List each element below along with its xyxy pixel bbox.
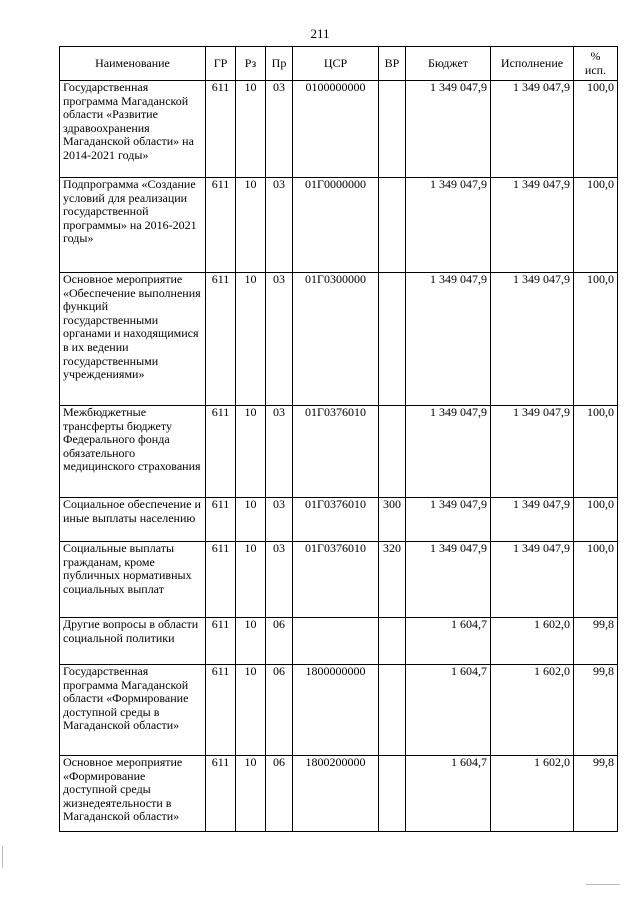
table-row [60,542,618,618]
row-rz: 10 [236,618,266,665]
header-vr: ВР [379,47,406,81]
row-pr: 06 [266,618,293,665]
header-rz: Рз [236,47,266,81]
row-pr: 03 [266,273,293,406]
row-budget: 1 349 047,9 [406,81,491,178]
row-vr [379,178,406,273]
row-name: Основное мероприятие «Обеспечение выполнения функций государственными органами и находящимися в их ведении государственными учреждениями» [60,273,206,406]
row-pct: 100,0 [574,81,618,178]
row-pr: 03 [266,178,293,273]
row-rz: 10 [236,81,266,178]
header-budget: Бюджет [406,47,491,81]
row-execution: 1 349 047,9 [491,81,574,178]
row-gr: 611 [206,178,236,273]
header-pr: Пр [266,47,293,81]
row-budget: 1 349 047,9 [406,406,491,498]
row-csr: 1800200000 [293,756,379,832]
header-execution: Исполнение [491,47,574,81]
row-rz: 10 [236,273,266,406]
row-name: Государственная программа Магаданской области «Развитие здравоохранения Магаданской области» на 2014-2021 годы» [60,81,206,178]
row-pct: 99,8 [574,665,618,756]
row-budget: 1 349 047,9 [406,178,491,273]
row-vr [379,665,406,756]
row-rz: 10 [236,756,266,832]
row-pr: 06 [266,756,293,832]
row-rz: 10 [236,665,266,756]
header-gr: ГР [206,47,236,81]
row-rz: 10 [236,178,266,273]
row-gr: 611 [206,542,236,618]
row-pr: 03 [266,542,293,618]
row-execution: 1 349 047,9 [491,542,574,618]
row-csr: 01Г0300000 [293,273,379,406]
table-row [60,406,618,498]
row-execution: 1 602,0 [491,665,574,756]
row-name: Социальное обеспечение и иные выплаты населению [60,498,206,542]
row-csr: 01Г0376010 [293,542,379,618]
row-name: Подпрограмма «Создание условий для реализации государственной программы» на 2016-2021 годы» [60,178,206,273]
row-budget: 1 349 047,9 [406,498,491,542]
row-name: Другие вопросы в области социальной политики [60,618,206,665]
row-gr: 611 [206,273,236,406]
row-pr: 03 [266,498,293,542]
row-pr: 06 [266,665,293,756]
scan-bottom-line [586,884,620,885]
row-gr: 611 [206,756,236,832]
row-gr: 611 [206,665,236,756]
row-vr [379,273,406,406]
row-pct: 99,8 [574,618,618,665]
row-pct: 100,0 [574,178,618,273]
table-row [60,618,618,665]
row-name: Основное мероприятие «Формирование доступной среды жизнедеятельности в Магаданской области» [60,756,206,832]
table-header-row [60,47,618,81]
row-execution: 1 349 047,9 [491,498,574,542]
row-csr: 01Г0000000 [293,178,379,273]
row-rz: 10 [236,406,266,498]
row-name: Социальные выплаты гражданам, кроме публичных нормативных социальных выплат [60,542,206,618]
row-csr: 01Г0376010 [293,406,379,498]
row-csr: 01Г0376010 [293,498,379,542]
row-pct: 100,0 [574,542,618,618]
row-pct: 100,0 [574,498,618,542]
table-row [60,178,618,273]
row-vr [379,406,406,498]
row-execution: 1 349 047,9 [491,178,574,273]
row-name: Межбюджетные трансферты бюджету Федерального фонда обязательного медицинского страхования [60,406,206,498]
scan-margin-mark [2,846,3,868]
row-name: Государственная программа Магаданской области «Формирование доступной среды в Магаданской области» [60,665,206,756]
header-csr: ЦСР [293,47,379,81]
table-row [60,273,618,406]
row-vr: 300 [379,498,406,542]
header-pct: % исп. [574,47,618,81]
row-rz: 10 [236,498,266,542]
row-budget: 1 604,7 [406,665,491,756]
table-row [60,81,618,178]
row-vr: 320 [379,542,406,618]
row-csr [293,618,379,665]
row-rz: 10 [236,542,266,618]
budget-table [59,46,618,832]
row-pr: 03 [266,406,293,498]
row-budget: 1 604,7 [406,756,491,832]
row-csr: 0100000000 [293,81,379,178]
row-csr: 1800000000 [293,665,379,756]
row-pr: 03 [266,81,293,178]
row-gr: 611 [206,406,236,498]
table-row [60,665,618,756]
page-number: 211 [310,26,330,41]
row-vr [379,81,406,178]
row-gr: 611 [206,81,236,178]
row-execution: 1 602,0 [491,756,574,832]
row-vr [379,618,406,665]
row-pct: 100,0 [574,273,618,406]
row-gr: 611 [206,498,236,542]
row-budget: 1 604,7 [406,618,491,665]
row-pct: 99,8 [574,756,618,832]
row-execution: 1 349 047,9 [491,406,574,498]
row-budget: 1 349 047,9 [406,542,491,618]
header-name: Наименование [60,47,206,81]
row-gr: 611 [206,618,236,665]
table-row [60,756,618,832]
row-pct: 100,0 [574,406,618,498]
row-execution: 1 602,0 [491,618,574,665]
row-execution: 1 349 047,9 [491,273,574,406]
row-vr [379,756,406,832]
table-row [60,498,618,542]
row-budget: 1 349 047,9 [406,273,491,406]
